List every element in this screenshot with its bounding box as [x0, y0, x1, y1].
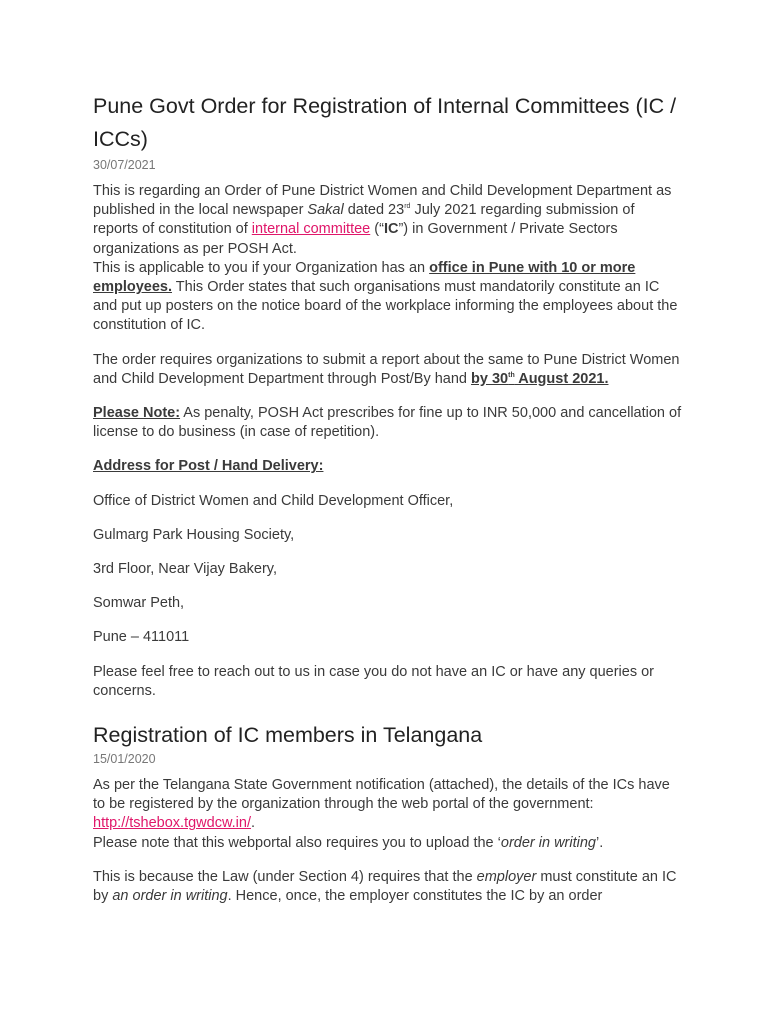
- paragraph-applicability: This is applicable to you if your Organization has an office in Pune with 10 or more employees. This Order states that such organisations must mandatorily constitute an IC and put up posters on the notice board of the workplace informing the employees about the constitution of IC.: [93, 259, 678, 334]
- address-line: Somwar Peth,: [93, 595, 185, 612]
- address-line: 3rd Floor, Near Vijay Bakery,: [93, 561, 278, 578]
- paragraph-telangana-notification: As per the Telangana State Government notification (attached), the details of the ICs have to be registered by the organization through the web portal of the government: http://tshebox.tgwdcw.in/.: [93, 777, 670, 832]
- paragraph-report-deadline: The order requires organizations to submit a report about the same to Pune District Women and Child Development Department through Post/By hand by 30th August 2021.: [93, 351, 680, 387]
- address-heading: Address for Post / Hand Delivery:: [93, 458, 324, 475]
- address-line: Gulmarg Park Housing Society,: [93, 526, 295, 543]
- article-title-telangana: Registration of IC members in Telangana: [93, 723, 483, 748]
- address-line: Office of District Women and Child Development Officer,: [93, 492, 454, 509]
- web-portal-link[interactable]: http://tshebox.tgwdcw.in/: [93, 815, 251, 832]
- newspaper-name: Sakal: [307, 202, 344, 219]
- address-line: Pune – 411011: [93, 629, 190, 646]
- office-criteria-emphasis: office in Pune with 10 or more employees.: [93, 259, 636, 296]
- article-content: [93, 90, 683, 906]
- deadline-emphasis: by 30th August 2021.: [471, 370, 609, 387]
- paragraph-closing: Please feel free to reach out to us in case you do not have an IC or have any queries or concerns.: [93, 663, 655, 699]
- paragraph-order-intro: This is regarding an Order of Pune District Women and Child Development Department as published in the local newspaper Sakal dated 23rd July 2021 regarding submission of reports of constitution of internal committee (“IC”) in Government / Private Sectors organizations as per POSH Act.: [93, 183, 672, 257]
- article-title-pune: Pune Govt Order for Registration of Internal Committees (IC / ICCs): [93, 94, 677, 151]
- paragraph-section-4: This is because the Law (under Section 4) requires that the employer must constitute an IC by an order in writing. Hence, once, the employer constitutes the IC by an order: [93, 868, 677, 905]
- article-date-telangana: 15/01/2020: [93, 752, 156, 767]
- paragraph-penalty-note: Please Note: As penalty, POSH Act prescribes for fine up to INR 50,000 and cancellation of license to do business (in case of repetition).: [93, 405, 682, 441]
- internal-committee-link[interactable]: internal committee: [251, 221, 371, 238]
- article-date-pune: 30/07/2021: [93, 158, 156, 172]
- paragraph-order-upload: Please note that this webportal also requires you to upload the ‘order in writing’.: [93, 834, 604, 851]
